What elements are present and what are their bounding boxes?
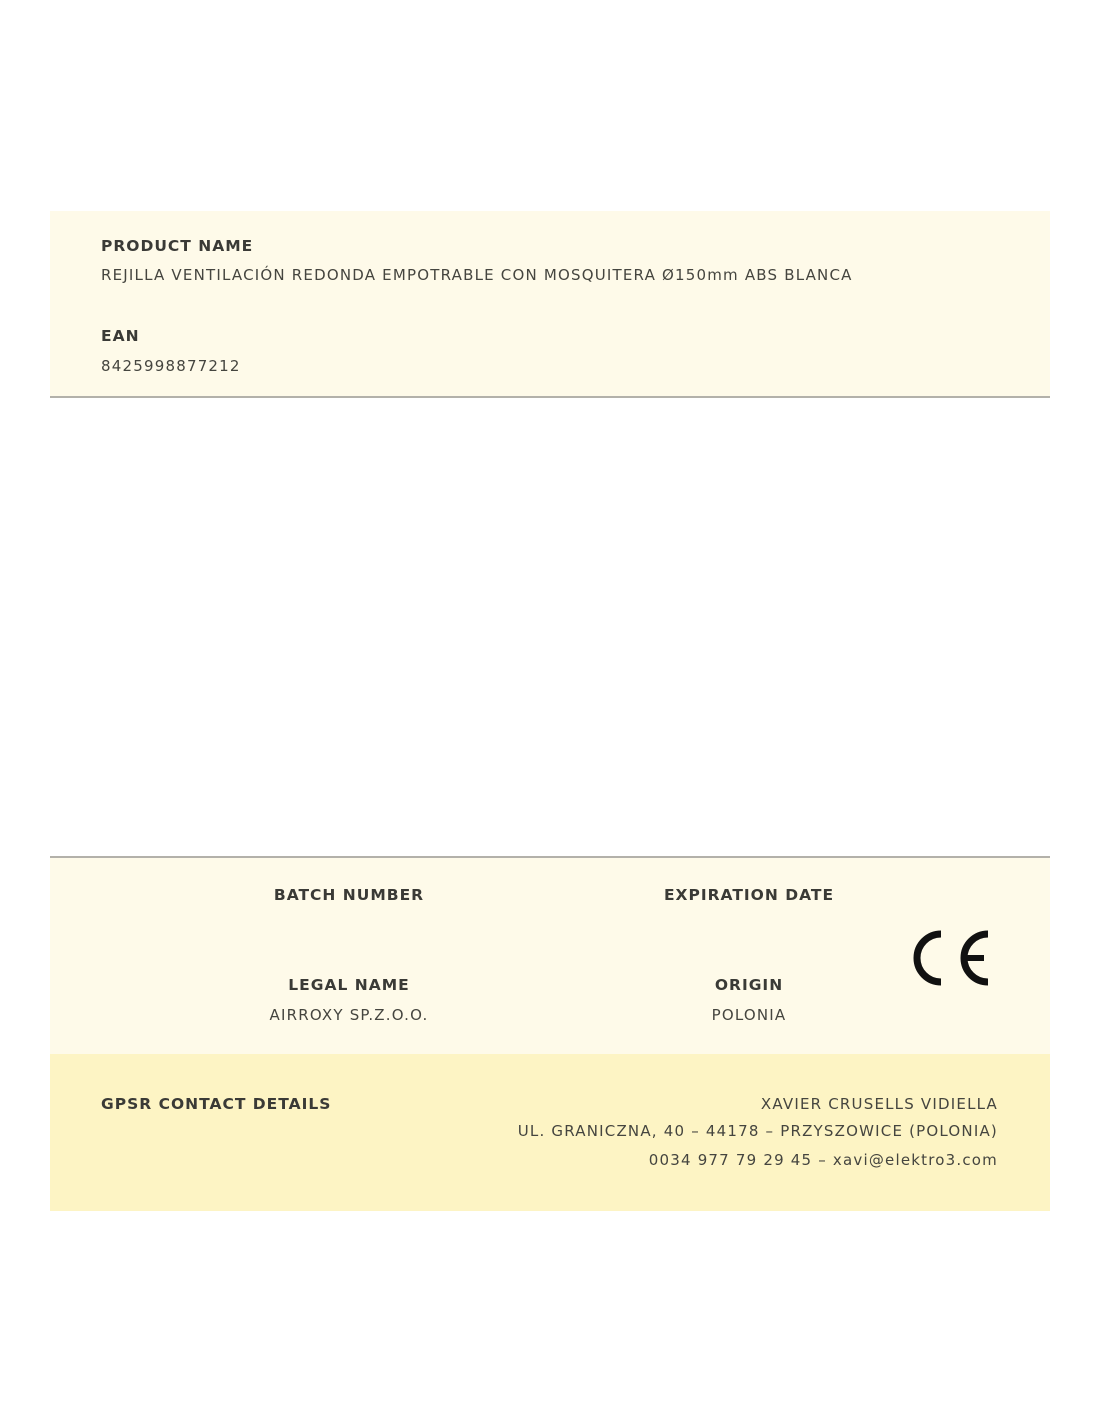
product-details-panel (50, 856, 1050, 1056)
gpsr-contact-phone-email: 0034 977 79 29 45 – xavi@elektro3.com (648, 1151, 998, 1169)
product-name-value: REJILLA VENTILACIÓN REDONDA EMPOTRABLE CON MOSQUITERA Ø150mm ABS BLANCA (101, 266, 853, 284)
expiration-date-label: EXPIRATION DATE (663, 886, 835, 904)
product-name-label: PRODUCT NAME (101, 237, 254, 255)
gpsr-contact-address: UL. GRANICZNA, 40 – 44178 – PRZYSZOWICE (POLONIA) (517, 1122, 998, 1140)
gpsr-contact-label: GPSR CONTACT DETAILS (101, 1095, 332, 1113)
legal-name-label: LEGAL NAME (288, 976, 410, 994)
origin-value: POLONIA (711, 1006, 787, 1024)
ean-label: EAN (101, 327, 140, 345)
gpsr-contact-panel (50, 1054, 1050, 1211)
gpsr-contact-name: XAVIER CRUSELLS VIDIELLA (760, 1095, 998, 1113)
legal-name-value: AIRROXY SP.Z.O.O. (269, 1006, 429, 1024)
batch-number-label: BATCH NUMBER (273, 886, 425, 904)
ean-value: 8425998877212 (101, 357, 241, 375)
origin-label: ORIGIN (714, 976, 784, 994)
product-info-panel (50, 211, 1050, 398)
ce-mark-icon (908, 928, 992, 988)
